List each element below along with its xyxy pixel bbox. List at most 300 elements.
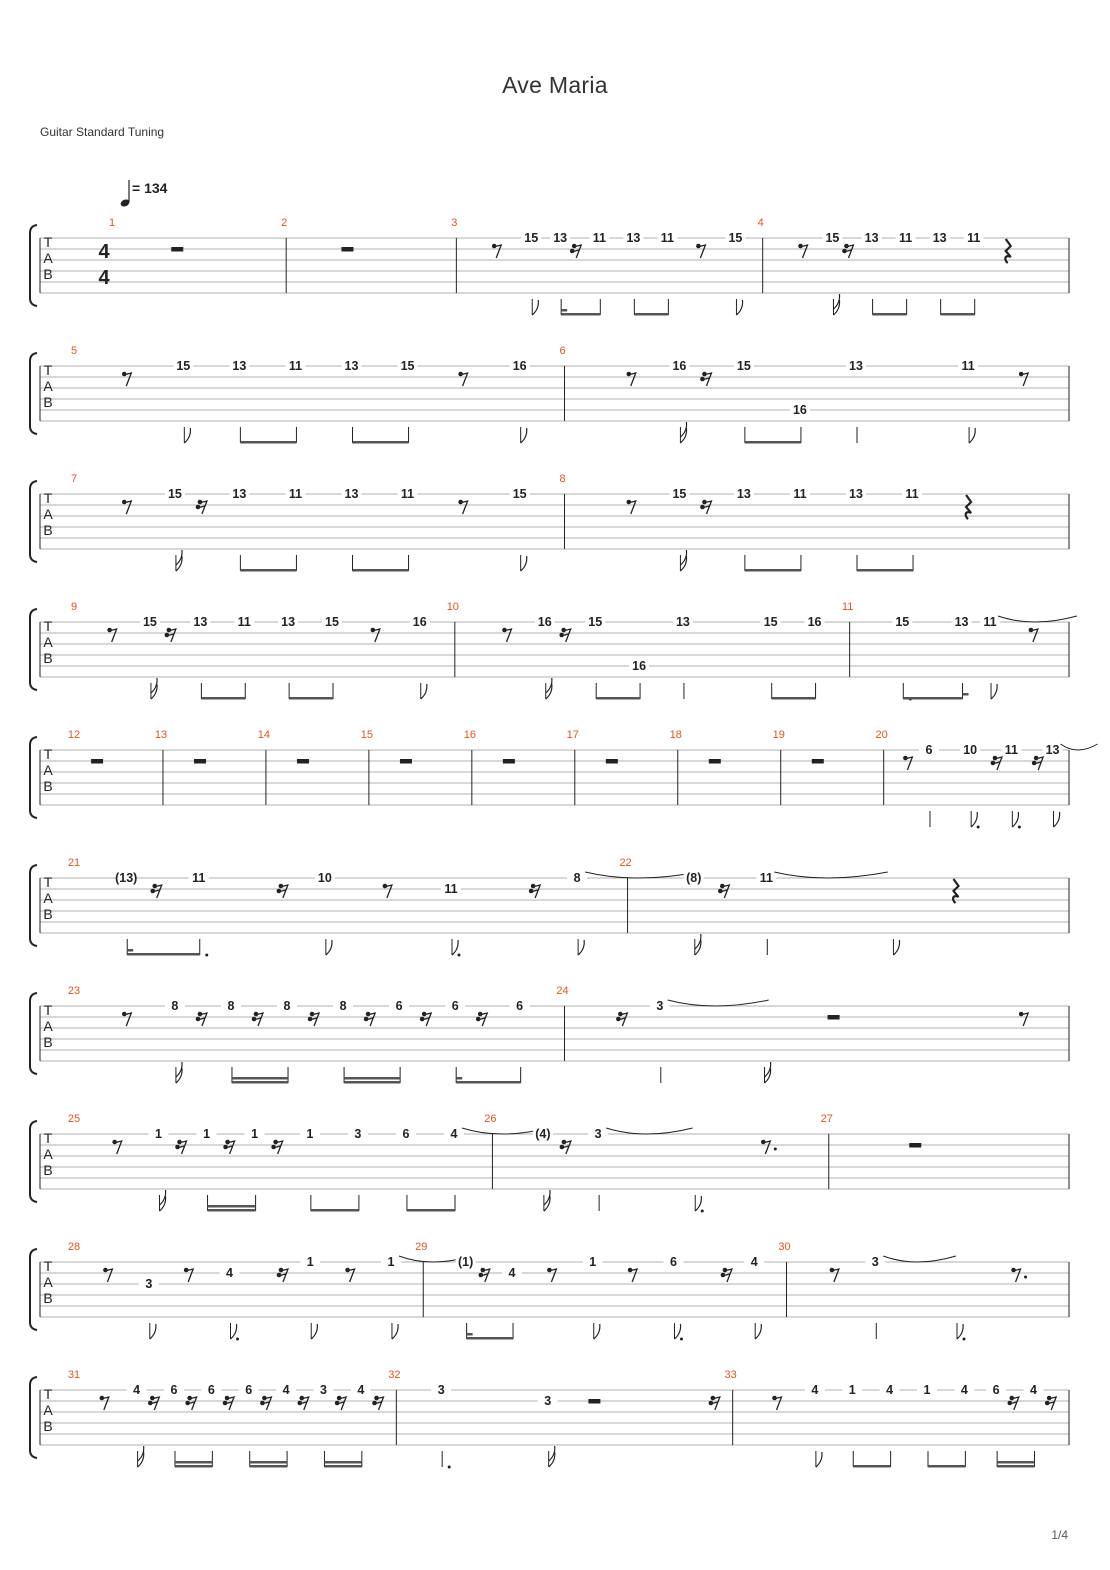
rest-stem bbox=[628, 373, 636, 386]
system-bracket bbox=[30, 609, 37, 690]
rest-stem bbox=[800, 245, 808, 258]
fret-number: 15 bbox=[524, 231, 539, 245]
note-flag bbox=[695, 1196, 701, 1211]
system-bracket bbox=[30, 1121, 37, 1202]
beam bbox=[352, 569, 408, 572]
rest-rest16 bbox=[1008, 1396, 1019, 1410]
tab-clef-letter: A bbox=[43, 1402, 53, 1418]
rest-rest16 bbox=[700, 372, 711, 386]
rest-rest_half bbox=[828, 1015, 840, 1020]
rest-stem bbox=[774, 1397, 782, 1410]
tie-arc bbox=[668, 1000, 769, 1006]
rest-stem bbox=[697, 245, 705, 258]
fret-number: 4 bbox=[133, 1383, 141, 1397]
fret-number: 3 bbox=[594, 1127, 602, 1141]
half-rest-block bbox=[588, 1399, 600, 1404]
fret-number: 8 bbox=[339, 999, 347, 1013]
rest-rest8 bbox=[371, 628, 380, 642]
tab-clef-letter: B bbox=[43, 1034, 53, 1050]
measure-number: 17 bbox=[566, 729, 579, 741]
rest-stem bbox=[123, 373, 131, 386]
measure-number: 33 bbox=[724, 1369, 737, 1381]
tab-clef-letter: B bbox=[43, 1162, 53, 1178]
fret-number: 13 bbox=[675, 615, 690, 629]
tie-arc bbox=[1061, 744, 1098, 750]
measure-number: 28 bbox=[67, 1241, 81, 1253]
rest-rest8 bbox=[830, 1268, 839, 1282]
beam bbox=[745, 569, 801, 572]
quarter-rest-glyph bbox=[1005, 239, 1010, 263]
rest-rest8 bbox=[903, 756, 912, 770]
measure-number: 29 bbox=[415, 1241, 428, 1253]
rest-rest16 bbox=[478, 1268, 489, 1282]
rest-rest8 bbox=[122, 1012, 131, 1026]
rest-stem bbox=[104, 1269, 112, 1282]
fret-number: 15 bbox=[895, 615, 910, 629]
tab-clef-letter: T bbox=[43, 1002, 53, 1018]
beam bbox=[208, 1209, 256, 1212]
quarter-rest-glyph bbox=[953, 879, 958, 903]
measure-number: 31 bbox=[67, 1369, 81, 1381]
rest-rest8 bbox=[122, 372, 131, 386]
fret-number: 13 bbox=[232, 359, 247, 373]
rest-stem bbox=[1013, 1269, 1021, 1282]
beam-stub bbox=[963, 693, 969, 696]
rest-stem bbox=[384, 885, 392, 898]
measure-number: 4 bbox=[757, 217, 764, 229]
system-bracket bbox=[30, 353, 37, 434]
half-rest-block bbox=[503, 759, 515, 764]
tab-clef-letter: B bbox=[43, 522, 53, 538]
fret-number: 6 bbox=[245, 1383, 253, 1397]
fret-number: 15 bbox=[763, 615, 778, 629]
tab-clef-letter: A bbox=[43, 506, 53, 522]
measure-number: 5 bbox=[70, 345, 78, 357]
tab-clef-letter: B bbox=[43, 778, 53, 794]
note-flag bbox=[991, 684, 997, 699]
tie-arc bbox=[998, 616, 1077, 622]
note-dot bbox=[962, 1338, 965, 1341]
fret-number: 1 bbox=[306, 1255, 314, 1269]
fret-number: 11 bbox=[905, 487, 919, 501]
rest-stem bbox=[185, 1269, 193, 1282]
beam bbox=[240, 569, 296, 572]
fret-number: 1 bbox=[155, 1127, 162, 1141]
rest-dot bbox=[1024, 1276, 1027, 1279]
measure-number: 19 bbox=[772, 729, 785, 741]
half-rest-block bbox=[709, 759, 721, 764]
measure-number: 2 bbox=[281, 217, 288, 229]
note-flag bbox=[521, 428, 527, 443]
fret-number: 1 bbox=[203, 1127, 211, 1141]
fret-number: 11 bbox=[288, 487, 303, 501]
tab-clef-letter: A bbox=[43, 890, 53, 906]
measure-number: 16 bbox=[463, 729, 476, 741]
fret-number: 3 bbox=[437, 1383, 445, 1397]
fret-number: 6 bbox=[669, 1255, 677, 1269]
beam bbox=[467, 1337, 513, 1340]
system-bracket bbox=[30, 481, 37, 562]
beam bbox=[289, 697, 333, 700]
rest-rest8 bbox=[798, 244, 807, 258]
measure-number: 14 bbox=[257, 729, 271, 741]
rest-rest8 bbox=[458, 500, 467, 514]
note-flag bbox=[150, 1324, 156, 1339]
rest-rest16 bbox=[277, 1268, 288, 1282]
measure-number: 30 bbox=[778, 1241, 791, 1253]
beam bbox=[745, 441, 801, 444]
tab-clef-letter: T bbox=[43, 1258, 53, 1274]
beam bbox=[928, 1465, 965, 1468]
beam-stub bbox=[561, 309, 567, 312]
fret-number: 4 bbox=[750, 1255, 758, 1269]
beam bbox=[456, 1081, 520, 1084]
measure-number: 25 bbox=[67, 1113, 81, 1125]
tempo-prefix: = bbox=[132, 180, 145, 196]
beam bbox=[997, 1465, 1034, 1468]
rest-rest8 bbox=[383, 884, 392, 898]
tie-arc bbox=[585, 872, 699, 878]
beam-16th bbox=[232, 1077, 288, 1080]
rest-stem bbox=[123, 501, 131, 514]
fret-number: 4 bbox=[357, 1383, 365, 1397]
rest-rest16 bbox=[196, 500, 207, 514]
rest-rest16 bbox=[1032, 756, 1043, 770]
fret-number: (13) bbox=[115, 871, 138, 885]
rest-stem bbox=[109, 629, 117, 642]
fret-number: 6 bbox=[992, 1383, 1000, 1397]
beam bbox=[561, 313, 600, 316]
fret-number: 8 bbox=[171, 999, 179, 1013]
tab-system bbox=[30, 1249, 1069, 1341]
measure-number: 1 bbox=[108, 217, 116, 229]
rest-stem bbox=[762, 1141, 770, 1154]
rest-rest8 bbox=[184, 1268, 193, 1282]
fret-number: 3 bbox=[319, 1383, 327, 1397]
system-bracket bbox=[30, 737, 37, 818]
note-flag bbox=[578, 940, 584, 955]
rest-rest16 bbox=[165, 628, 176, 642]
note-flag bbox=[231, 1324, 237, 1339]
time-signature-top: 4 bbox=[98, 241, 110, 263]
rest-rest8 bbox=[103, 1268, 112, 1282]
note-dot bbox=[205, 954, 208, 957]
beam-stub bbox=[467, 1333, 473, 1336]
measure-number: 23 bbox=[67, 985, 81, 997]
fret-number: 15 bbox=[588, 615, 603, 629]
fret-number: (1) bbox=[457, 1255, 474, 1269]
rest-stem bbox=[503, 629, 511, 642]
tab-clef-letter: A bbox=[43, 378, 53, 394]
fret-number: 13 bbox=[344, 487, 359, 501]
measure-number: 27 bbox=[820, 1113, 833, 1125]
fret-number: 10 bbox=[317, 871, 332, 885]
measure-number: 32 bbox=[388, 1369, 401, 1381]
beam bbox=[407, 1209, 455, 1212]
note-flag bbox=[326, 940, 332, 955]
fret-number: 11 bbox=[660, 231, 674, 245]
beam-stub bbox=[127, 949, 133, 952]
tab-clef-letter: B bbox=[43, 906, 53, 922]
note-dot bbox=[1018, 826, 1021, 829]
note-flag bbox=[755, 1324, 761, 1339]
tab-clef-letter: A bbox=[43, 762, 53, 778]
fret-number: 11 bbox=[793, 487, 807, 501]
rest-rest8 bbox=[1029, 628, 1038, 642]
rest-rest16 bbox=[616, 1012, 627, 1026]
tab-clef-letter: T bbox=[43, 1130, 53, 1146]
fret-number: 13 bbox=[193, 615, 208, 629]
fret-number: 15 bbox=[672, 487, 687, 501]
rest-rest16 bbox=[560, 1140, 571, 1154]
tab-clef-letter: T bbox=[43, 874, 53, 890]
rest-rest16 bbox=[223, 1140, 234, 1154]
note-flag bbox=[521, 556, 527, 571]
rest-rest16 bbox=[335, 1396, 346, 1410]
beam bbox=[324, 1465, 361, 1468]
rest-stem bbox=[347, 1269, 355, 1282]
rest-rest16 bbox=[148, 1396, 159, 1410]
fret-number: 1 bbox=[251, 1127, 259, 1141]
beam bbox=[903, 697, 962, 700]
measure-number: 7 bbox=[70, 473, 78, 485]
measure-number: 15 bbox=[360, 729, 374, 741]
fret-number: 16 bbox=[632, 659, 647, 673]
tab-clef-letter: A bbox=[43, 1146, 53, 1162]
fret-number: 6 bbox=[170, 1383, 178, 1397]
tie-arc bbox=[606, 1128, 692, 1134]
beam bbox=[127, 953, 200, 956]
beam bbox=[352, 441, 408, 444]
fret-number: 4 bbox=[450, 1127, 458, 1141]
tab-clef-letter: B bbox=[43, 1418, 53, 1434]
note-flag bbox=[957, 1324, 963, 1339]
tab-system bbox=[30, 609, 1077, 701]
measure-number: 18 bbox=[669, 729, 682, 741]
note-flag bbox=[736, 300, 742, 315]
rest-stem bbox=[1020, 373, 1028, 386]
fret-number: 4 bbox=[1030, 1383, 1037, 1397]
beam bbox=[311, 1209, 359, 1212]
fret-number: 1 bbox=[923, 1383, 931, 1397]
rest-rest8 bbox=[626, 372, 635, 386]
half-rest-block bbox=[341, 247, 353, 252]
fret-number: 11 bbox=[592, 231, 606, 245]
tab-clef-letter: T bbox=[43, 746, 53, 762]
note-flag bbox=[674, 1324, 680, 1339]
beam-16th bbox=[324, 1461, 361, 1464]
fret-number: 15 bbox=[400, 359, 415, 373]
rest-stem bbox=[101, 1397, 109, 1410]
beam-16th bbox=[997, 1461, 1034, 1464]
rest-rest8 bbox=[761, 1140, 777, 1154]
system-bracket bbox=[30, 1249, 37, 1330]
rest-rest8 bbox=[772, 1396, 781, 1410]
note-flag bbox=[532, 300, 538, 315]
rest-rest8 bbox=[122, 500, 131, 514]
note-flag bbox=[893, 940, 899, 955]
note-flag bbox=[452, 940, 458, 955]
fret-number: 11 bbox=[288, 359, 303, 373]
tab-clef-letter: T bbox=[43, 1386, 53, 1402]
fret-number: 3 bbox=[354, 1127, 362, 1141]
quarter-rest-glyph bbox=[966, 495, 971, 519]
fret-number: 13 bbox=[849, 487, 863, 501]
rest-stem bbox=[1020, 1013, 1028, 1026]
system-bracket bbox=[30, 225, 37, 306]
tab-system bbox=[30, 865, 1069, 957]
note-flag bbox=[421, 684, 427, 699]
measure-number: 11 bbox=[841, 601, 854, 613]
beam bbox=[853, 1465, 890, 1468]
rest-rest16 bbox=[271, 1140, 282, 1154]
fret-number: 13 bbox=[932, 231, 947, 245]
rest-stem bbox=[372, 629, 380, 642]
half-rest-block bbox=[171, 247, 183, 252]
rest-rest16 bbox=[196, 1012, 207, 1026]
fret-number: 11 bbox=[237, 615, 251, 629]
rest-rest16 bbox=[260, 1396, 271, 1410]
half-rest-block bbox=[400, 759, 412, 764]
tab-clef-letter: T bbox=[43, 490, 53, 506]
rest-rest8 bbox=[696, 244, 705, 258]
tab-clef-letter: T bbox=[43, 618, 53, 634]
tab-system bbox=[30, 993, 1069, 1084]
rest-stem bbox=[460, 501, 468, 514]
note-dot bbox=[977, 826, 980, 829]
measure-number: 24 bbox=[556, 985, 569, 997]
fret-number: 4 bbox=[226, 1266, 233, 1280]
fret-number: 13 bbox=[864, 231, 879, 245]
fret-number: 13 bbox=[344, 359, 359, 373]
note-flag bbox=[1012, 812, 1018, 827]
measure-number: 3 bbox=[451, 217, 458, 229]
fret-number: 11 bbox=[400, 487, 415, 501]
rest-rest16 bbox=[364, 1012, 375, 1026]
note-dot bbox=[680, 1338, 683, 1341]
half-rest-block bbox=[91, 759, 103, 764]
beam bbox=[634, 313, 668, 316]
fret-number: 11 bbox=[961, 359, 975, 373]
rest-rest16 bbox=[297, 1396, 308, 1410]
rest-rest8 bbox=[626, 500, 635, 514]
tab-clef-letter: B bbox=[43, 394, 53, 410]
fret-number: 6 bbox=[207, 1383, 215, 1397]
half-rest-block bbox=[194, 759, 206, 764]
fret-number: 8 bbox=[283, 999, 291, 1013]
fret-number: 6 bbox=[402, 1127, 410, 1141]
rest-rest16 bbox=[185, 1396, 196, 1410]
half-rest-block bbox=[909, 1143, 921, 1148]
rest-rest8 bbox=[107, 628, 116, 642]
measure-number: 26 bbox=[484, 1113, 497, 1125]
fret-number: 1 bbox=[387, 1255, 395, 1269]
fret-number: 11 bbox=[1004, 743, 1018, 757]
tie-arc bbox=[883, 1256, 956, 1262]
fret-number: 4 bbox=[886, 1383, 894, 1397]
rest-stem bbox=[629, 1269, 637, 1282]
fret-number: 15 bbox=[825, 231, 840, 245]
beam bbox=[175, 1465, 212, 1468]
rest-stem bbox=[123, 1013, 131, 1026]
fret-number: 11 bbox=[192, 871, 206, 885]
fret-number: 13 bbox=[736, 487, 751, 501]
fret-number: 15 bbox=[512, 487, 527, 501]
rest-rest_half bbox=[91, 759, 103, 764]
rest-stem bbox=[904, 757, 912, 770]
beam bbox=[941, 313, 975, 316]
note-flag bbox=[311, 1324, 317, 1339]
tab-clef-letter: B bbox=[43, 650, 53, 666]
rest-rest_half bbox=[812, 759, 824, 764]
rest-rest_half bbox=[709, 759, 721, 764]
fret-number: 13 bbox=[281, 615, 296, 629]
system-bracket bbox=[30, 993, 37, 1074]
beam bbox=[232, 1081, 288, 1084]
note-dot bbox=[701, 1210, 704, 1213]
rest-stem bbox=[548, 1269, 556, 1282]
rest-rest8 bbox=[492, 244, 501, 258]
tempo-bpm: 134 bbox=[144, 180, 168, 196]
measure-number: 6 bbox=[559, 345, 566, 357]
fret-number: 16 bbox=[412, 615, 427, 629]
beam bbox=[250, 1465, 287, 1468]
fret-number: 6 bbox=[516, 999, 524, 1013]
fret-number: 13 bbox=[954, 615, 969, 629]
rest-rest16 bbox=[842, 244, 853, 258]
fret-number: 6 bbox=[925, 743, 933, 757]
tab-clef-letter: A bbox=[43, 1274, 53, 1290]
beam-stub bbox=[456, 1077, 462, 1080]
rest-rest16 bbox=[252, 1012, 263, 1026]
rest-rest8 bbox=[112, 1140, 121, 1154]
rest-rest16 bbox=[372, 1396, 383, 1410]
rest-rest_half bbox=[194, 759, 206, 764]
rest-rest8 bbox=[100, 1396, 109, 1410]
fret-number: 11 bbox=[899, 231, 913, 245]
fret-number: 15 bbox=[736, 359, 751, 373]
beam-16th bbox=[250, 1461, 287, 1464]
fret-number: 1 bbox=[306, 1127, 314, 1141]
rest-rest_half bbox=[503, 759, 515, 764]
rest-rest16 bbox=[991, 756, 1002, 770]
fret-number: 6 bbox=[395, 999, 403, 1013]
fret-number: 1 bbox=[848, 1383, 856, 1397]
fret-number: 4 bbox=[282, 1383, 290, 1397]
note-flag bbox=[971, 812, 977, 827]
note-flag bbox=[969, 428, 975, 443]
rest-rest16 bbox=[277, 884, 288, 898]
fret-number: 13 bbox=[1045, 743, 1060, 757]
fret-number: 3 bbox=[656, 999, 664, 1013]
fret-number: 15 bbox=[176, 359, 191, 373]
note-dot bbox=[236, 1338, 239, 1341]
fret-number: 13 bbox=[849, 359, 863, 373]
note-dot bbox=[457, 954, 460, 957]
measure-number: 22 bbox=[619, 857, 632, 869]
fret-number: 16 bbox=[792, 403, 807, 417]
fret-number: 8 bbox=[573, 871, 581, 885]
rest-rest8 bbox=[628, 1268, 637, 1282]
rest-rest8 bbox=[1019, 372, 1028, 386]
rest-stem bbox=[493, 245, 501, 258]
tab-clef-letter: B bbox=[43, 266, 53, 282]
rest-rest16 bbox=[150, 884, 161, 898]
rest-stem bbox=[628, 501, 636, 514]
fret-number: 10 bbox=[963, 743, 978, 757]
tuning-label: Guitar Standard Tuning bbox=[40, 125, 165, 139]
fret-number: 16 bbox=[512, 359, 527, 373]
